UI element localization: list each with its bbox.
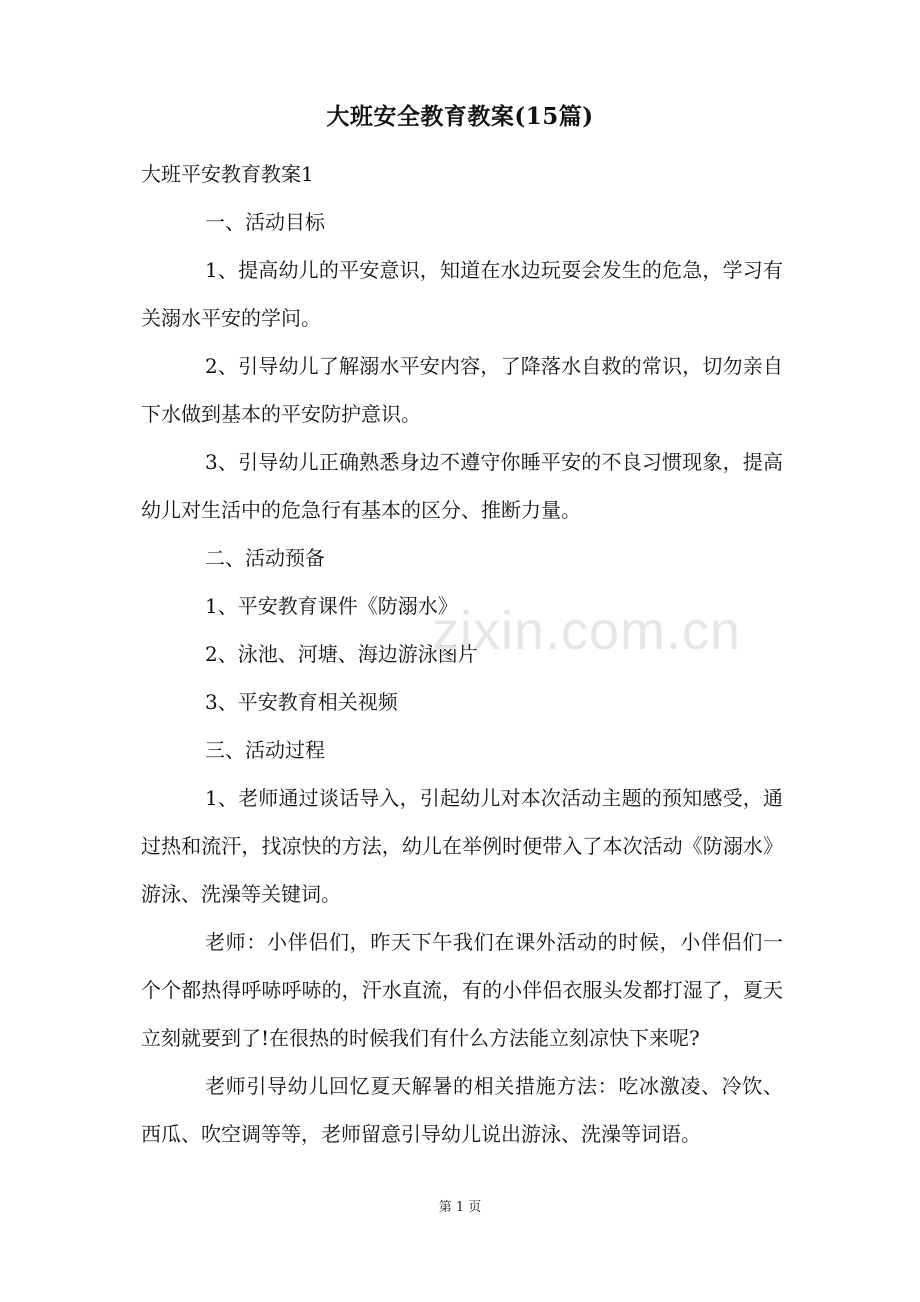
body-paragraph: 3、引导幼儿正确熟悉身边不遵守你睡平安的不良习惯现象，提高幼儿对生活中的危急行有基本的区分、推断力量。	[141, 450, 783, 522]
body-paragraph: 大班平安教育教案1	[141, 162, 314, 186]
body-paragraph: 一、活动目标	[205, 210, 325, 234]
body-paragraph: 老师：小伴侣们，昨天下午我们在课外活动的时候，小伴侣们一个个都热得呼哧呼哧的，汗水直流，有的小伴侣衣服头发都打湿了，夏天立刻就要到了!在很热的时候我们有什么方法能立刻凉快下来呢?	[141, 930, 783, 1050]
body-paragraph: 1、提高幼儿的平安意识，知道在水边玩耍会发生的危急，学习有关溺水平安的学问。	[141, 258, 783, 330]
document-title: 大班安全教育教案(15篇)	[326, 103, 594, 130]
body-paragraph: 三、活动过程	[205, 738, 325, 762]
body-paragraph: 2、引导幼儿了解溺水平安内容，了降落水自救的常识，切勿亲自下水做到基本的平安防护意识。	[141, 354, 783, 426]
body-paragraph: 二、活动预备	[205, 546, 325, 570]
body-paragraph: 2、泳池、河塘、海边游泳图片	[205, 642, 478, 666]
page-number: 第 1 页	[438, 1200, 482, 1215]
body-paragraph: 老师引导幼儿回忆夏天解暑的相关措施方法：吃冰激凌、冷饮、西瓜、吹空调等等，老师留意引导幼儿说出游泳、洗澡等词语。	[141, 1074, 783, 1146]
body-paragraph: 1、老师通过谈话导入，引起幼儿对本次活动主题的预知感受，通过热和流汗，找凉快的方法，幼儿在举例时便带入了本次活动《防溺水》游泳、洗澡等关键词。	[141, 786, 783, 906]
document-body	[141, 150, 783, 1158]
body-paragraph: 3、平安教育相关视频	[205, 690, 398, 714]
watermark-text: zixin.com.cn	[432, 601, 742, 661]
body-paragraph: 1、平安教育课件《防溺水》	[205, 594, 458, 618]
